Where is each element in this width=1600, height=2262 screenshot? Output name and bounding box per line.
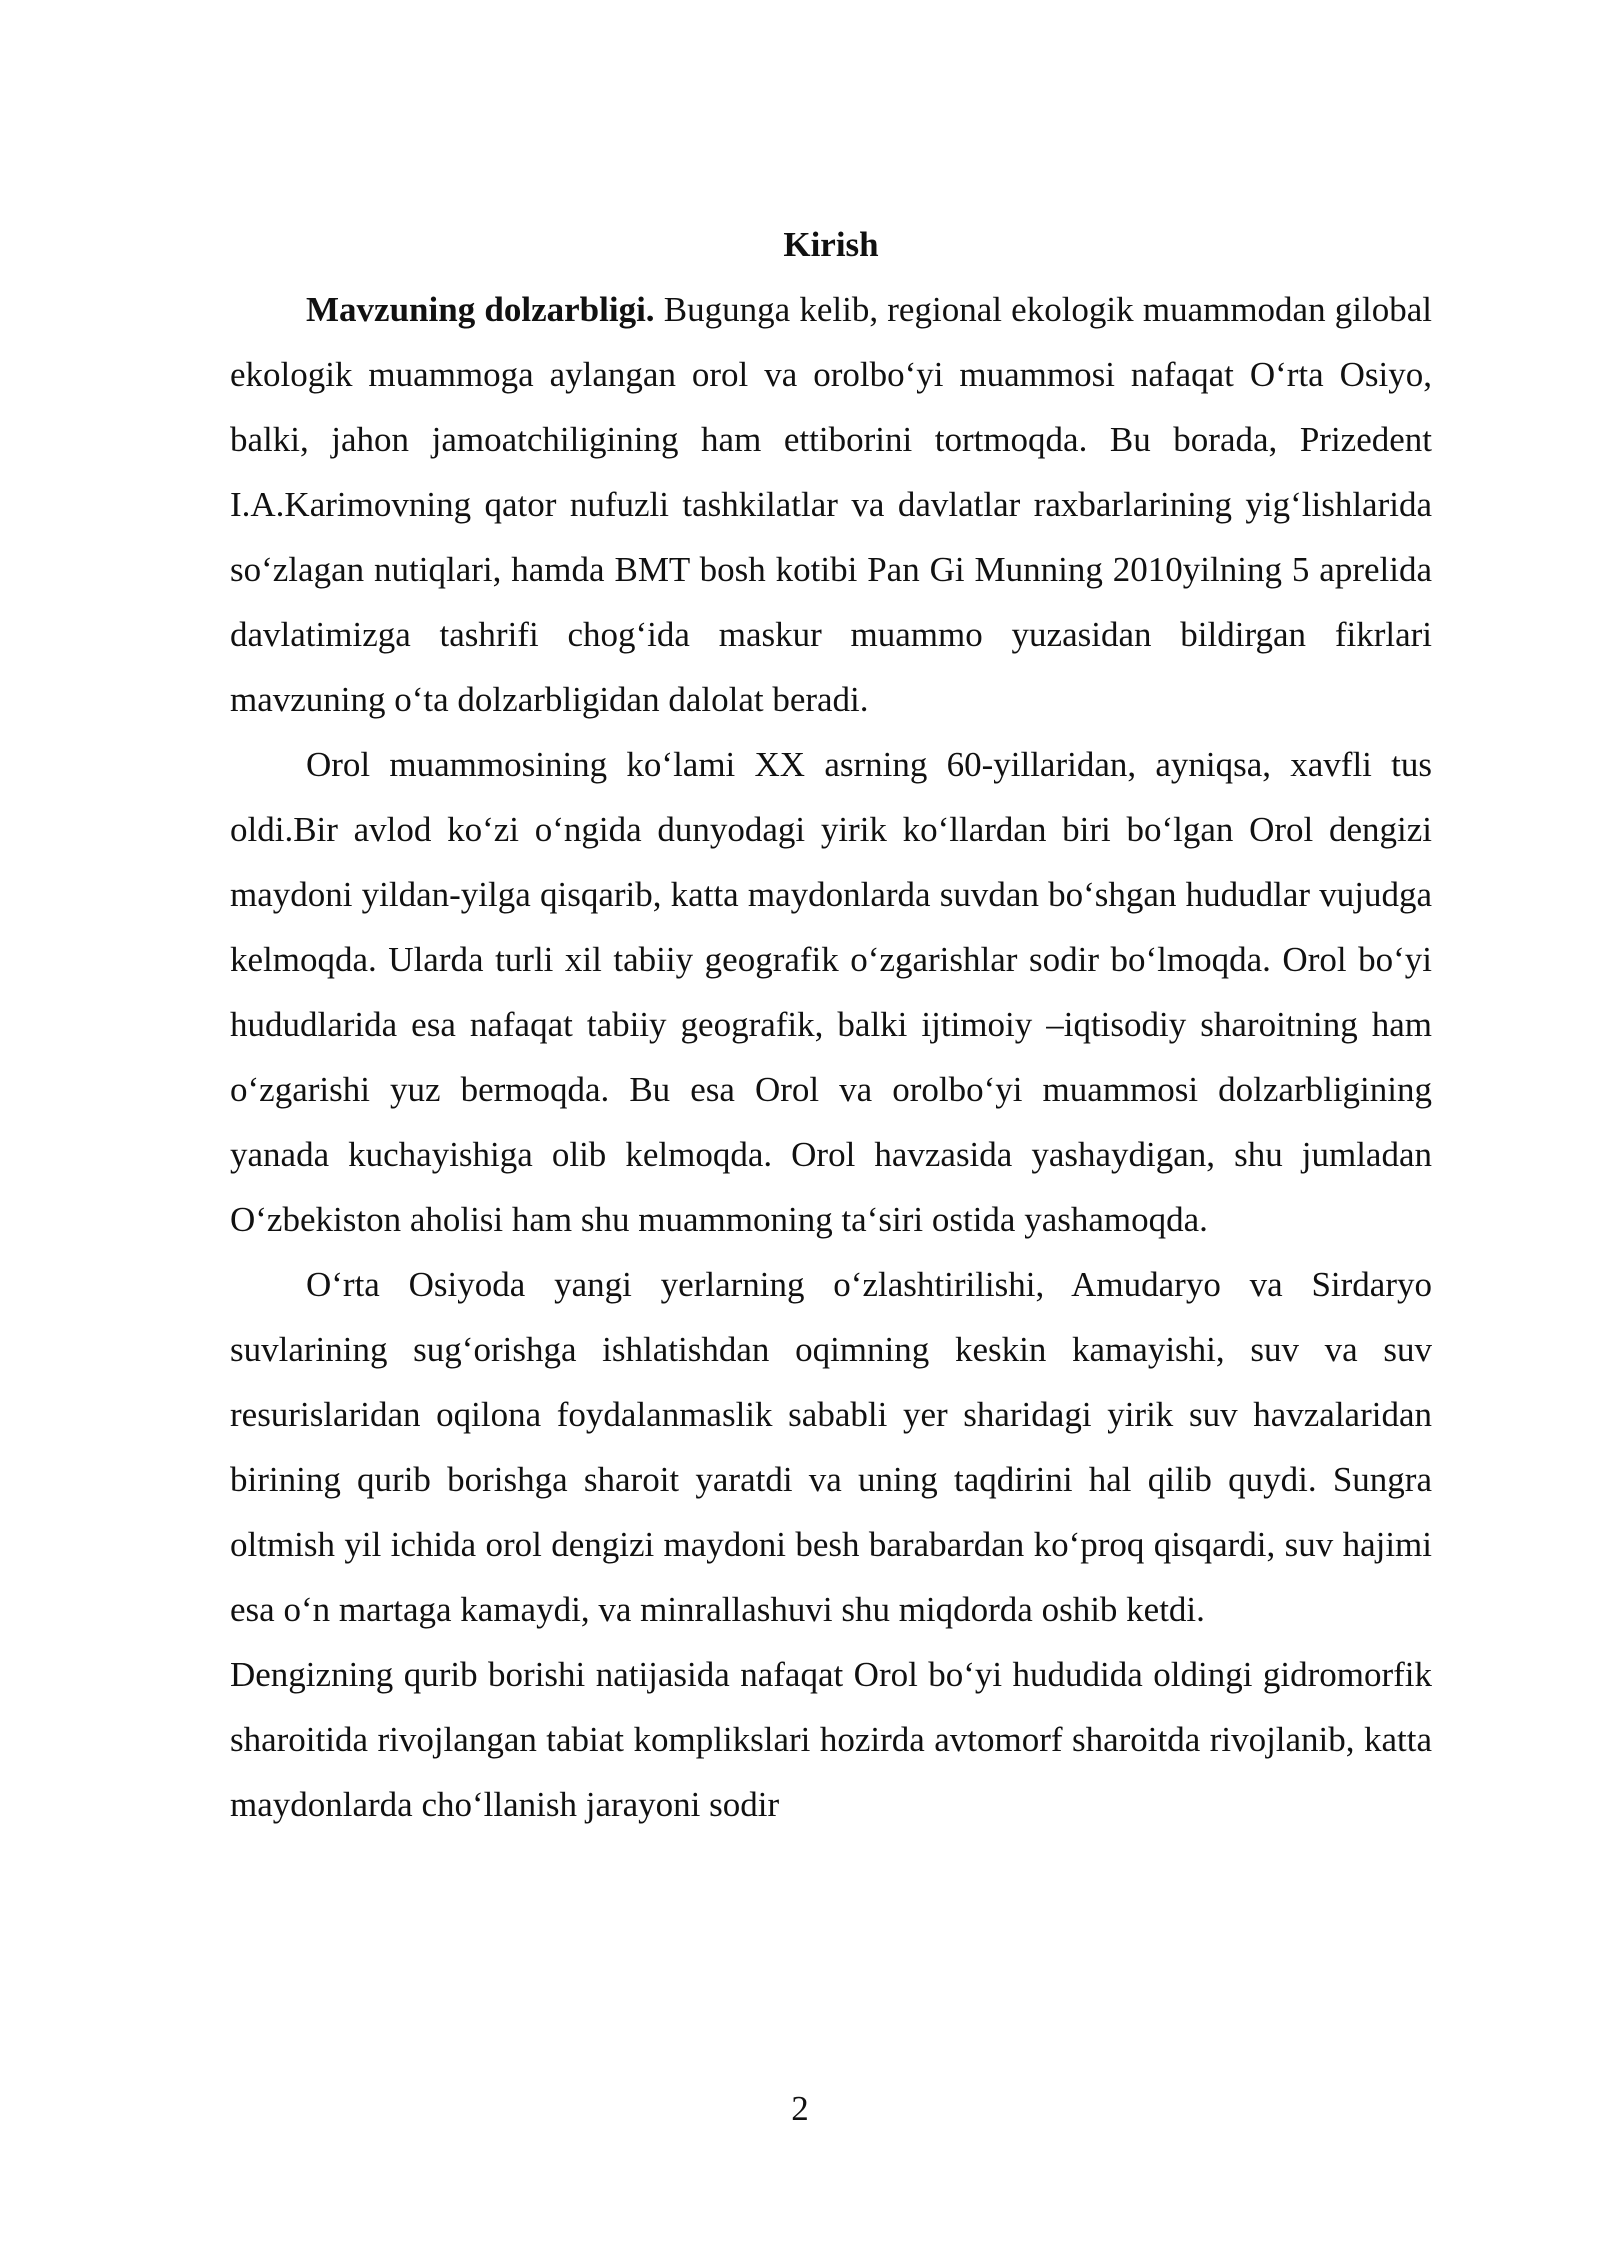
paragraph-aral-scale: Orol muammosining koʻlami XX asrning 60-yillaridan, ayniqsa, xavfli tus oldi.Bir avlod koʻzi oʻngida dunyodagi yirik koʻllardan biri boʻlgan Orol dengizi maydoni yildan-yilga qisqarib, katta maydonlarda suvdan boʻshgan hududlar vujudga kelmoqda. Ularda turli xil tabiiy geografik oʻzgarishlar sodir boʻlmoqda. Orol boʻyi hududlarida esa nafaqat tabiiy geografik, balki ijtimoiy –iqtisodiy sharoitning ham oʻzgarishi yuz bermoqda. Bu esa Orol va orolboʻyi muammosi dolzarbligining yanada kuchayishiga olib kelmoqda. Orol havzasida yashaydigan, shu jumladan Oʻzbekiston aholisi ham shu muammoning taʻsiri ostida yashamoqda. xyxy=(230,745,1432,1239)
page-number: 2 xyxy=(791,2089,809,2128)
page-content xyxy=(230,212,1432,1837)
paragraph-text: Bugunga kelib, regional ekologik muammodan gilobal ekologik muammoga aylangan orol va orolboʻyi muammosi nafaqat Oʻrta Osiyo, balki, jahon jamoatchiligining ham ettiborini tortmoqda. Bu borada, Prizedent I.A.Karimovning qator nufuzli tashkilatlar va davlatlar raxbarlarining yigʻlishlarida soʻzlagan nutiqlari, hamda BMT bosh kotibi Pan Gi Munning 2010yilning 5 aprelida davlatimizga tashrifi chogʻida maskur muammo yuzasidan bildirgan fikrlari mavzuning oʻta dolzarbligidan dalolat beradi. xyxy=(230,290,1432,719)
paragraph-lead-heading: Mavzuning dolzarbligi. xyxy=(306,290,655,329)
paragraph-relevance xyxy=(230,277,1432,732)
section-title: Kirish xyxy=(783,225,879,264)
paragraph-central-asia: Oʻrta Osiyoda yangi yerlarning oʻzlashtirilishi, Amudaryo va Sirdaryo suvlarining sugʻorishga ishlatishdan oqimning keskin kamayishi, suv va suv resurislaridan oqilona foydalanmaslik sababli yer sharidagi yirik suv havzalaridan birining qurib borishga sharoit yaratdi va uning taqdirini hal qilib quydi. Sungra oltmish yil ichida orol dengizi maydoni besh barabardan koʻproq qisqardi, suv hajimi esa oʻn martaga kamaydi, va minrallashuvi shu miqdorda oshib ketdi. xyxy=(230,1265,1432,1629)
paragraph-sea-drying: Dengizning qurib borishi natijasida nafaqat Orol boʻyi hududida oldingi gidromorfik sharoitida rivojlangan tabiat komplikslari hozirda avtomorf sharoitda rivojlanib, katta maydonlarda choʻllanish jarayoni sodir xyxy=(230,1655,1432,1824)
